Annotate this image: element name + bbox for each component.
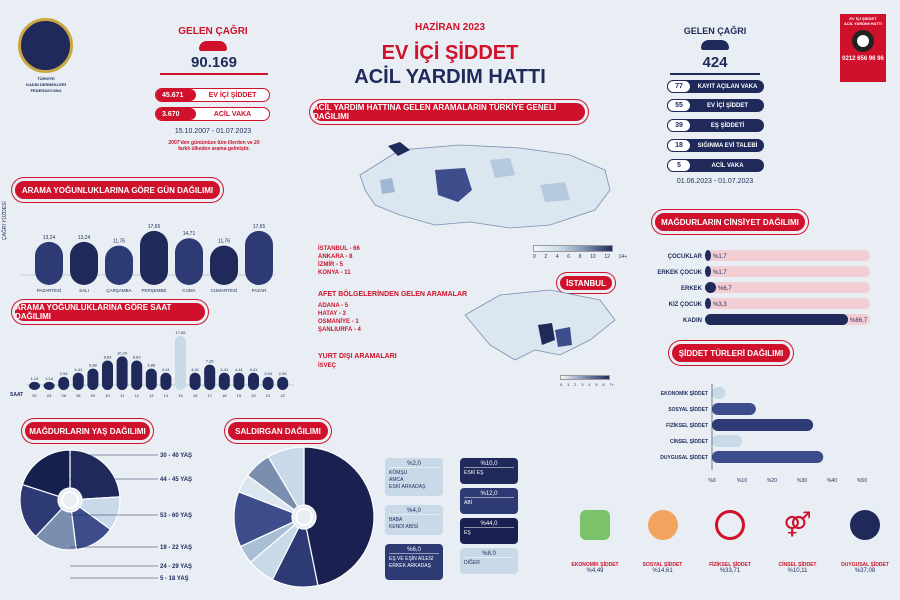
violence-bar	[712, 435, 742, 447]
phone-icon	[701, 40, 729, 50]
istanbul-scale-ticks: 0 1 2 3 4 5 6 7+	[560, 382, 614, 387]
hour-bar	[146, 369, 157, 390]
age-category-label: 44 - 45 YAŞ	[160, 477, 193, 483]
hour-bar	[58, 377, 69, 390]
hour-value-label: 8,83	[132, 354, 141, 360]
hotline-number: 0212 656 96 96	[842, 56, 884, 62]
violence-category-label: CİNSEL ŞİDDET	[670, 439, 708, 445]
day-bar	[245, 231, 273, 285]
map-scale-ticks: 0 2 4 6 8 10 12 14+	[533, 254, 627, 260]
hour-category-label: 12	[134, 393, 139, 398]
right-stat-row: 77 KAYIT AÇILAN VAKA	[667, 80, 764, 93]
violence-bar	[712, 387, 725, 399]
hour-category-label: 11	[120, 393, 125, 398]
gender-bar	[705, 282, 716, 293]
hour-bar	[233, 373, 244, 390]
age-chart-title: MAĞDURLARIN YAŞ DAĞILIMI	[25, 422, 150, 440]
day-value-label: 17,65	[252, 223, 266, 230]
day-bar	[70, 242, 98, 285]
violence-category-label: FİZİKSEL ŞİDDET	[666, 423, 708, 429]
violence-tick-label: %40	[826, 478, 838, 484]
hour-bar	[160, 373, 171, 390]
hour-value-label: 1,14	[30, 375, 39, 381]
hour-category-label: 13	[149, 393, 154, 398]
day-bar	[140, 231, 168, 285]
day-bar	[175, 238, 203, 285]
hour-category-label: 00	[32, 393, 37, 398]
age-center-ring	[62, 492, 78, 508]
disaster-title: AFET BÖLGELERİNDEN GELEN ARAMALAR	[318, 291, 468, 298]
attacker-box: %10,0 ESKİ EŞ	[460, 458, 518, 484]
attacker-slice	[304, 447, 374, 586]
hour-chart	[26, 325, 298, 405]
violence-icon-item: EKONOMİK ŞİDDET %4,49	[565, 510, 625, 574]
gender-chart	[640, 245, 880, 330]
attacker-box: %4,0 BABA KENDİ ABİSİ	[385, 505, 443, 535]
violence-icon-item: ⚤ CİNSEL ŞİDDET %10,11	[778, 511, 817, 574]
attacker-box: %44,0 EŞ	[460, 518, 518, 544]
gender-value-label: %6,7	[718, 286, 732, 292]
gender-bar	[705, 314, 848, 325]
day-category-label: ÇARŞAMBA	[106, 288, 132, 293]
age-category-label: 30 - 40 YAŞ	[160, 453, 193, 459]
hour-value-label: 2,94	[278, 370, 287, 376]
gender-value-label: %86,7	[850, 318, 868, 324]
violence-icon-item: FİZİKSEL ŞİDDET %33,71	[700, 510, 760, 574]
day-value-label: 13,24	[77, 234, 91, 241]
violence-chart	[640, 382, 880, 487]
hour-category-label: 15	[178, 393, 183, 398]
day-value-label: 13,24	[42, 234, 56, 241]
gender-chart-title: MAĞDURLARIN CİNSİYET DAĞILIMI	[655, 213, 805, 231]
age-chart	[10, 445, 210, 595]
day-category-label: PAZARTESİ	[36, 288, 62, 293]
hour-bar	[44, 382, 55, 390]
hour-category-label: 10	[105, 393, 110, 398]
violence-chart-title: ŞİDDET TÜRLERİ DAĞILIMI	[672, 344, 790, 362]
money-icon	[580, 510, 610, 540]
gender-category-label: KADIN	[683, 318, 702, 324]
hour-value-label: 2,94	[264, 370, 272, 376]
violence-bar	[712, 451, 823, 463]
gender-category-label: ERKEK	[680, 286, 702, 292]
day-category-label: CUMARTESİ	[210, 288, 238, 293]
abroad-title: YURT DIŞI ARAMALARI	[318, 353, 397, 360]
hour-value-label: 4,41	[235, 366, 243, 372]
hour-bar	[29, 382, 40, 390]
day-category-label: SALI	[79, 288, 89, 293]
federation-logo	[18, 18, 73, 73]
left-stat-row: 45.671 EV İÇİ ŞİDDET	[155, 88, 270, 102]
hour-category-label: 08	[76, 393, 81, 398]
hour-value-label: 8,83	[103, 354, 112, 360]
phone-icon	[199, 41, 227, 51]
eye-icon	[852, 30, 874, 52]
left-note: 2007'den günümüze tüm illerden ve 20 farklı ülkeden arama gelmiştir.	[168, 140, 260, 152]
hour-bar	[87, 369, 98, 390]
map-title: ACİL YARDIM HATTINA GELEN ARAMALARIN TÜRKİYE GENELİ DAĞILIMI	[313, 103, 585, 121]
hour-category-label: 16	[192, 393, 198, 398]
violence-icon-row	[565, 510, 895, 574]
gender-value-label: %3,3	[713, 302, 727, 308]
day-category-label: CUMA	[182, 288, 196, 293]
hour-value-label: 5,88	[147, 362, 156, 368]
hour-category-label: 14	[163, 393, 169, 398]
gender-bar	[705, 250, 711, 261]
gender-value-label: %1,7	[713, 270, 727, 276]
left-calls-label: GELEN ÇAĞRI	[178, 26, 248, 37]
age-category-label: 24 - 29 YAŞ	[160, 564, 193, 570]
day-value-label: 17,65	[147, 223, 161, 230]
hour-bar	[117, 356, 128, 390]
gender-category-label: ERKEK ÇOCUK	[657, 270, 702, 276]
attacker-box: %6,0 EŞ VE EŞİN AİLESİ ERKEK ARKADAŞ	[385, 544, 443, 580]
gender-bar	[705, 298, 711, 309]
right-stat-row: 18 SIĞINMA EVİ TALEBİ	[667, 139, 764, 152]
attacker-center-ring	[296, 509, 312, 525]
gender-bar-track	[705, 298, 870, 309]
hour-value-label: 7,35	[205, 358, 214, 364]
hour-value-label: 4,41	[220, 366, 229, 372]
hour-bar	[73, 373, 84, 390]
gender-bar	[705, 266, 711, 277]
right-stat-row: 55 EV İÇİ ŞİDDET	[667, 99, 764, 112]
left-calls-total: 90.169	[160, 54, 268, 75]
right-stat-row: 5 ACİL VAKA	[667, 159, 764, 172]
day-category-label: PERŞEMBE	[141, 288, 167, 293]
hour-category-label: 21	[265, 393, 271, 398]
age-category-label: 19 - 22 YAŞ	[160, 545, 193, 551]
hour-category-label: 03	[46, 393, 52, 398]
day-ylabel: ÇAĞRI YÜZDESİ	[2, 201, 8, 240]
attacker-box: %2,0 KÖMŞU AMCA ESKİ ARKADAŞ	[385, 458, 443, 496]
hour-bar	[248, 373, 259, 390]
hour-xlabel: SAAT	[10, 392, 24, 398]
age-category-label: 53 - 60 YAŞ	[160, 513, 193, 519]
gender-category-label: KIZ ÇOCUK	[668, 302, 702, 308]
hour-value-label: 4,41	[191, 366, 199, 372]
age-slice	[70, 450, 120, 499]
header-title-1: EV İÇİ ŞİDDET	[381, 42, 519, 64]
map-scale	[533, 245, 613, 252]
day-bar	[105, 246, 133, 285]
hour-category-label: 19	[236, 393, 242, 398]
violence-bar	[712, 419, 813, 431]
gender-bar-track	[705, 266, 870, 277]
hour-bar	[175, 336, 186, 390]
hour-bar	[102, 360, 113, 390]
violence-bar	[712, 403, 756, 415]
attacker-chart	[232, 445, 377, 590]
gender-icon: ⚤	[783, 511, 812, 538]
gender-category-label: ÇOCUKLAR	[667, 254, 702, 260]
hour-bar	[263, 377, 274, 390]
violence-category-label: EKONOMİK ŞİDDET	[660, 391, 708, 397]
hour-value-label: 2,94	[59, 370, 68, 376]
hour-bar	[219, 373, 230, 390]
hour-value-label: 4,41	[249, 366, 258, 372]
istanbul-scale	[560, 375, 610, 380]
abroad-item: İSVEÇ	[318, 363, 337, 369]
hour-chart-title: ARAMA YOĞUNLUKLARINA GÖRE SAAT DAĞILIMI	[15, 303, 205, 321]
header-title-2: ACİL YARDIM HATTI	[354, 66, 546, 88]
hour-category-label: 18	[222, 393, 227, 398]
violence-category-label: DUYGUSAL ŞİDDET	[660, 455, 708, 461]
hour-category-label: 20	[251, 393, 256, 398]
hour-category-label: 22	[280, 393, 285, 398]
istanbul-map	[460, 285, 620, 370]
hour-value-label: 4,41	[162, 366, 170, 372]
hour-bar	[131, 360, 142, 390]
violence-tick-label: %20	[766, 478, 778, 484]
hour-bar	[190, 373, 201, 390]
hotline-badge: EV İÇİ ŞİDDET ACİL YARDIM HATTI 0212 656 96 96	[840, 14, 886, 82]
social-icon	[648, 510, 678, 540]
day-bar	[210, 246, 238, 285]
sad-person-icon	[850, 510, 880, 540]
day-chart	[20, 210, 285, 300]
day-value-label: 14,71	[182, 231, 196, 238]
gender-bar-track	[705, 250, 870, 261]
violence-tick-label: %30	[796, 478, 808, 484]
header-date: HAZİRAN 2023	[414, 22, 486, 33]
left-date-range: 15.10.2007 - 01.07.2023	[174, 128, 252, 135]
attacker-box: %8,0 DİĞER	[460, 548, 518, 574]
left-stat-row: 3.670 ACİL VAKA	[155, 107, 270, 121]
attacker-chart-title: SALDIRGAN DAĞILIMI	[228, 422, 328, 440]
hour-category-label: 06	[61, 393, 66, 398]
day-value-label: 11,76	[217, 238, 231, 245]
violence-icon-item: DUYGUSAL ŞİDDET %37,08	[835, 510, 895, 574]
violence-icon-item: SOSYAL ŞİDDET %14,61	[633, 510, 693, 574]
gender-value-label: %1,7	[713, 254, 727, 260]
hour-category-label: 09	[90, 393, 96, 398]
hour-category-label: 17	[207, 393, 212, 398]
turkey-map	[340, 130, 620, 250]
hour-bar	[204, 365, 215, 390]
violence-category-label: SOSYAL ŞİDDET	[668, 407, 708, 413]
hour-value-label: 4,41	[74, 366, 83, 372]
right-stat-row: 39 EŞ ŞİDDETİ	[667, 119, 764, 132]
day-value-label: 11,76	[112, 238, 126, 245]
no-violence-icon	[715, 510, 745, 540]
hour-value-label: 10,29	[117, 350, 128, 356]
attacker-box: %12,0 ABİ	[460, 488, 518, 514]
logo-text: TÜRKİYE KADIN DERNEKLERİ FEDERASYONU	[26, 76, 66, 93]
day-chart-title: ARAMA YOĞUNLUKLARINA GÖRE GÜN DAĞILIMI	[15, 181, 220, 199]
day-bar	[35, 242, 63, 285]
city-calls-list: İSTANBUL - 66 ANKARA - 8 İZMİR - 5 KONYA - 11	[318, 246, 360, 276]
right-date-range: 01.06.2023 - 01.07.2023	[676, 178, 754, 185]
age-category-label: 5 - 18 YAŞ	[160, 576, 189, 582]
istanbul-label: İSTANBUL	[560, 276, 612, 290]
hour-bar	[277, 377, 288, 390]
hour-value-label: 17,65	[175, 329, 186, 335]
day-category-label: PAZAR	[251, 288, 267, 293]
right-calls-label: GELEN ÇAĞRI	[683, 26, 747, 36]
disaster-calls-list: ADANA - 5 HATAY - 3 OSMANİYE - 1 ŞANLIURFA - 4	[318, 303, 361, 333]
right-calls-total: 424	[670, 54, 760, 75]
violence-tick-label: %10	[736, 478, 748, 484]
hour-value-label: 5,88	[89, 362, 97, 368]
hour-value-label: 1,14	[45, 375, 53, 381]
violence-tick-label: %50	[856, 478, 868, 484]
violence-tick-label: %0	[708, 478, 716, 484]
